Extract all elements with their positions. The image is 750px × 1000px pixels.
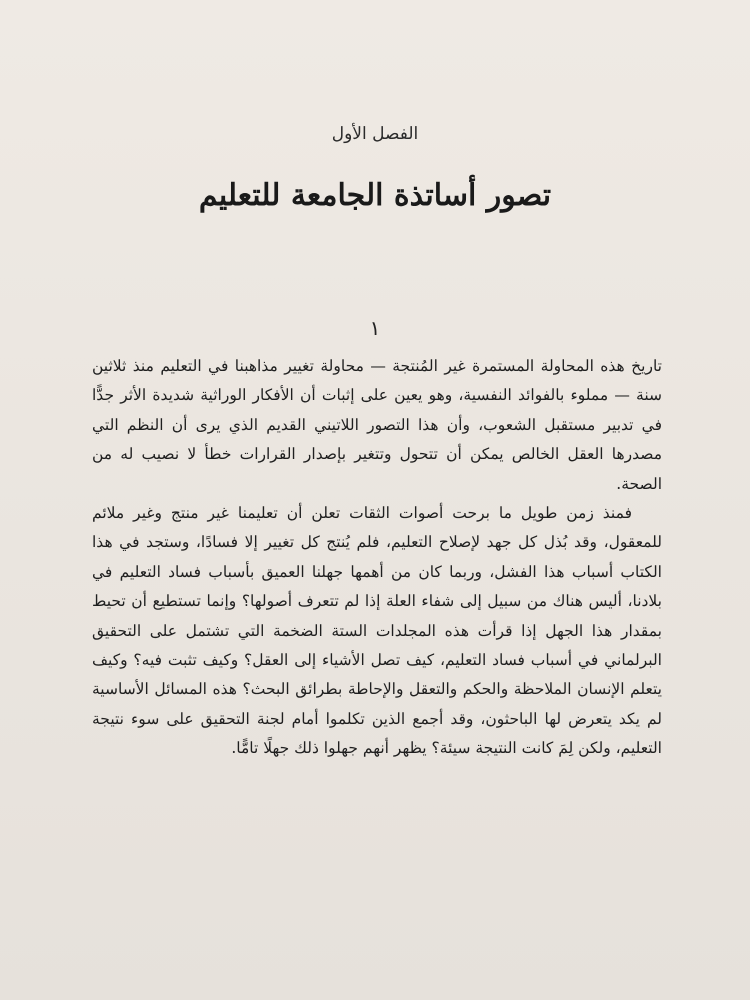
paragraph: تاريخ هذه المحاولة المستمرة غير المُنتجة — محاولة تغيير مذاهبنا في التعليم منذ ثلاثين سنة — مملوء بالفوائد النفسية، وهو يعين على إثبات أن الأفكار الوراثية شديدة الأثر جدًّا في تدبير مستقبل الشعوب، وأن هذا التصور اللاتيني القديم الذي يرى أن النظم التي مصدرها العقل الخالص يمكن أن تتحول وتتغير بإصدار القرارات خطأ لا نصيب له من الصحة. [92, 357, 662, 493]
section-number: ١ [369, 316, 381, 340]
body-text [92, 352, 662, 764]
chapter-title: تصور أساتذة الجامعة للتعليم [198, 178, 552, 213]
chapter-label: الفصل الأول [331, 124, 419, 144]
paragraph: فمنذ زمن طويل ما برحت أصوات الثقات تعلن أن تعليمنا غير منتج وغير ملائم للمعقول، وقد بُذل كل جهد لإصلاح التعليم، فلم يُنتج كل تغيير إلا فسادًا، وستجد في هذا الكتاب أسباب هذا الفشل، وربما كان من أهمها جهلنا العميق بأسباب فساد التعليم في بلادنا، أليس هناك من سبيل إلى شفاء العلة إذا لم تتعرف أصولها؟ وإنما تستطيع أن تحيط بمقدار هذا الجهل إذا قرأت هذه المجلدات الستة الضخمة التي تشتمل على التحقيق البرلماني في أسباب فساد التعليم، كيف تصل الأشياء إلى العقل؟ وكيف تثبت فيه؟ وكيف يتعلم الإنسان الملاحظة والحكم والتعقل والإحاطة بطرائق البحث؟ هذه المسائل الأساسية لم يكد يتعرض لها الباحثون، وقد أجمع الذين تكلموا أمام لجنة التحقيق على سوء نتيجة التعليم، ولكن لِمَ كانت النتيجة سيئة؟ يظهر أنهم جهلوا ذلك جهلًا تامًّا. [92, 504, 662, 758]
